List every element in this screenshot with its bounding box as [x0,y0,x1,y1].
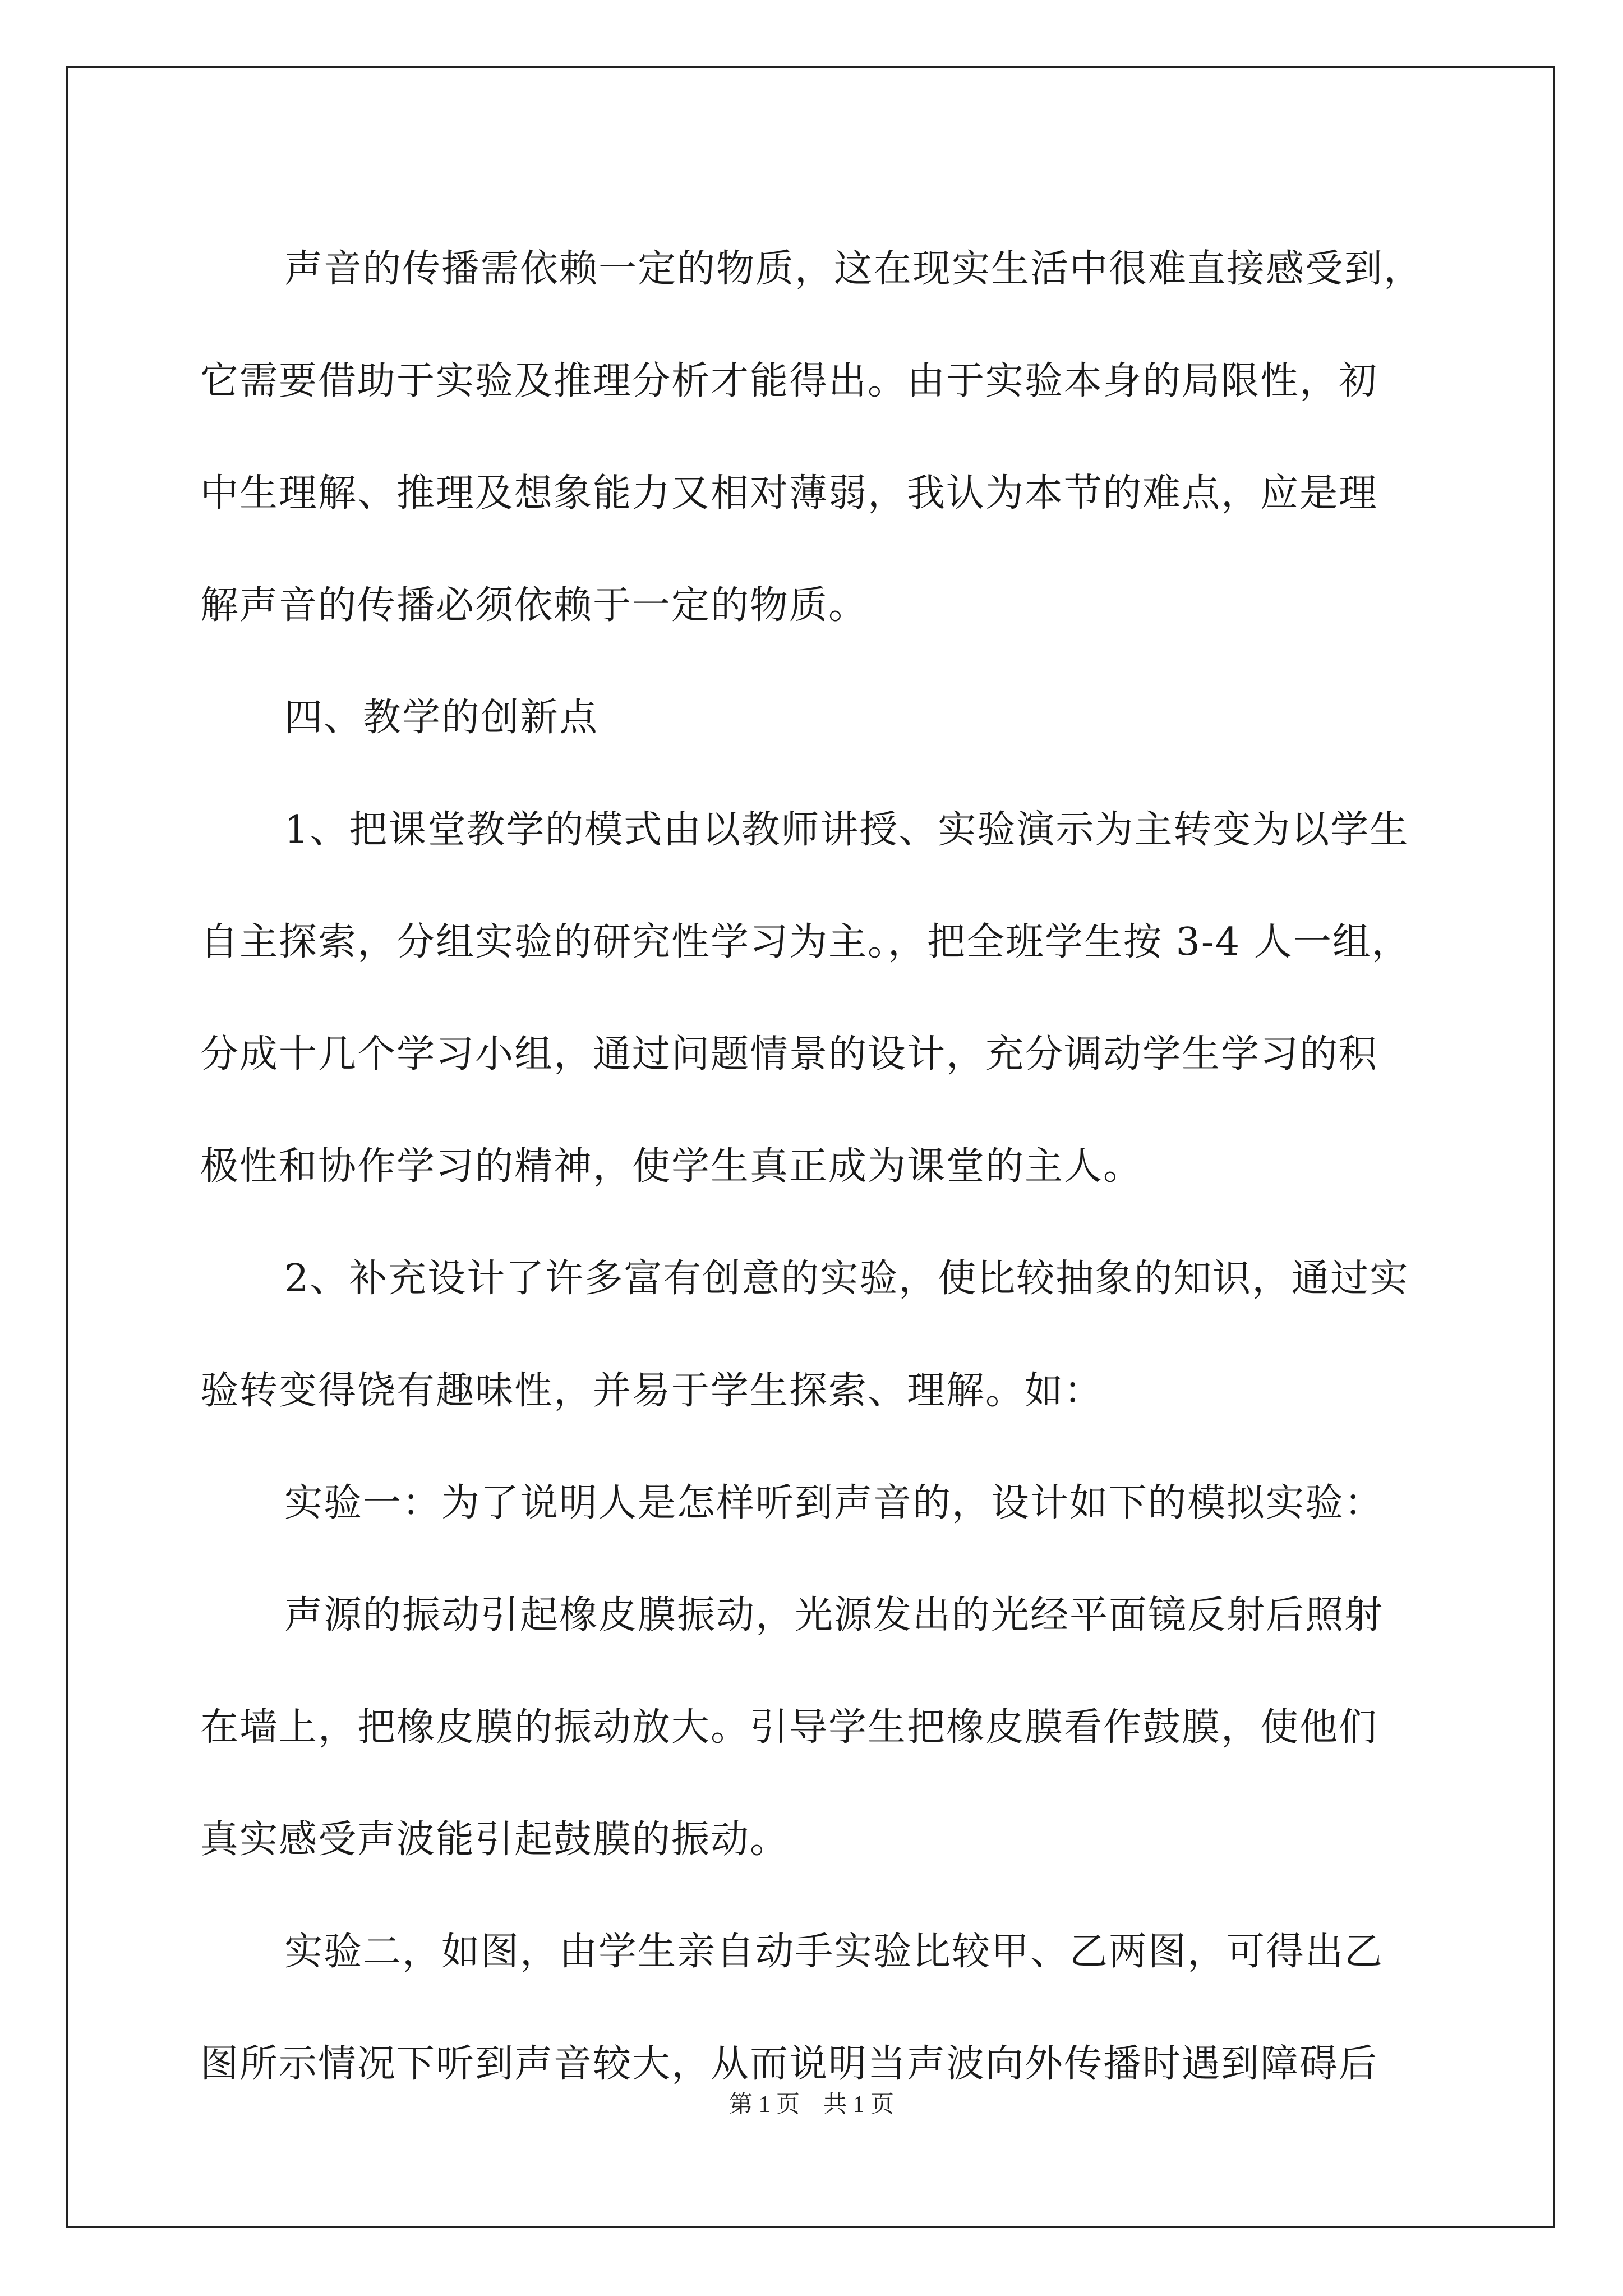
text-line: 实验二，如图，由学生亲自动手实验比较甲、乙两图，可得出乙 [284,1930,1384,1974]
text-line: 验转变得饶有趣味性，并易于学生探索、理解。如： [200,1369,1104,1413]
text-line: 实验一：为了说明人是怎样听到声音的，设计如下的模拟实验： [284,1481,1384,1525]
text-line: 在墙上，把橡皮膜的振动放大。引导学生把橡皮膜看作鼓膜，使他们 [200,1705,1378,1750]
text-line: 解声音的传播必须依赖于一定的物质。 [200,583,868,628]
document-body [200,213,1423,2120]
text-line: 声音的传播需依赖一定的物质，这在现实生活中很难直接感受到， [284,247,1423,291]
text-line: 四、教学的创新点 [284,696,599,740]
text-line: 它需要借助于实验及推理分析才能得出。由于实验本身的局限性，初 [200,359,1378,403]
text-line: 中生理解、推理及想象能力又相对薄弱，我认为本节的难点，应是理 [200,471,1378,516]
text-line: 图所示情况下听到声音较大，从而说明当声波向外传播时遇到障碍后 [200,2042,1378,2086]
text-line: 2、补充设计了许多富有创意的实验，使比较抽象的知识，通过实 [284,1257,1409,1301]
text-line: 声源的振动引起橡皮膜振动，光源发出的光经平面镜反射后照射 [284,1593,1384,1637]
text-line: 极性和协作学习的精神，使学生真正成为课堂的主人。 [200,1144,1143,1189]
text-line: 分成十几个学习小组，通过问题情景的设计，充分调动学生学习的积 [200,1032,1378,1076]
text-line: 自主探索，分组实验的研究性学习为主。，把全班学生按 3-4 人一组， [200,920,1411,964]
text-line: 真实感受声波能引起鼓膜的振动。 [200,1818,790,1862]
page-number-footer: 第 1 页 共 1 页 [728,2092,894,2118]
text-line: 1、把课堂教学的模式由以教师讲授、实验演示为主转变为以学生 [284,808,1409,852]
